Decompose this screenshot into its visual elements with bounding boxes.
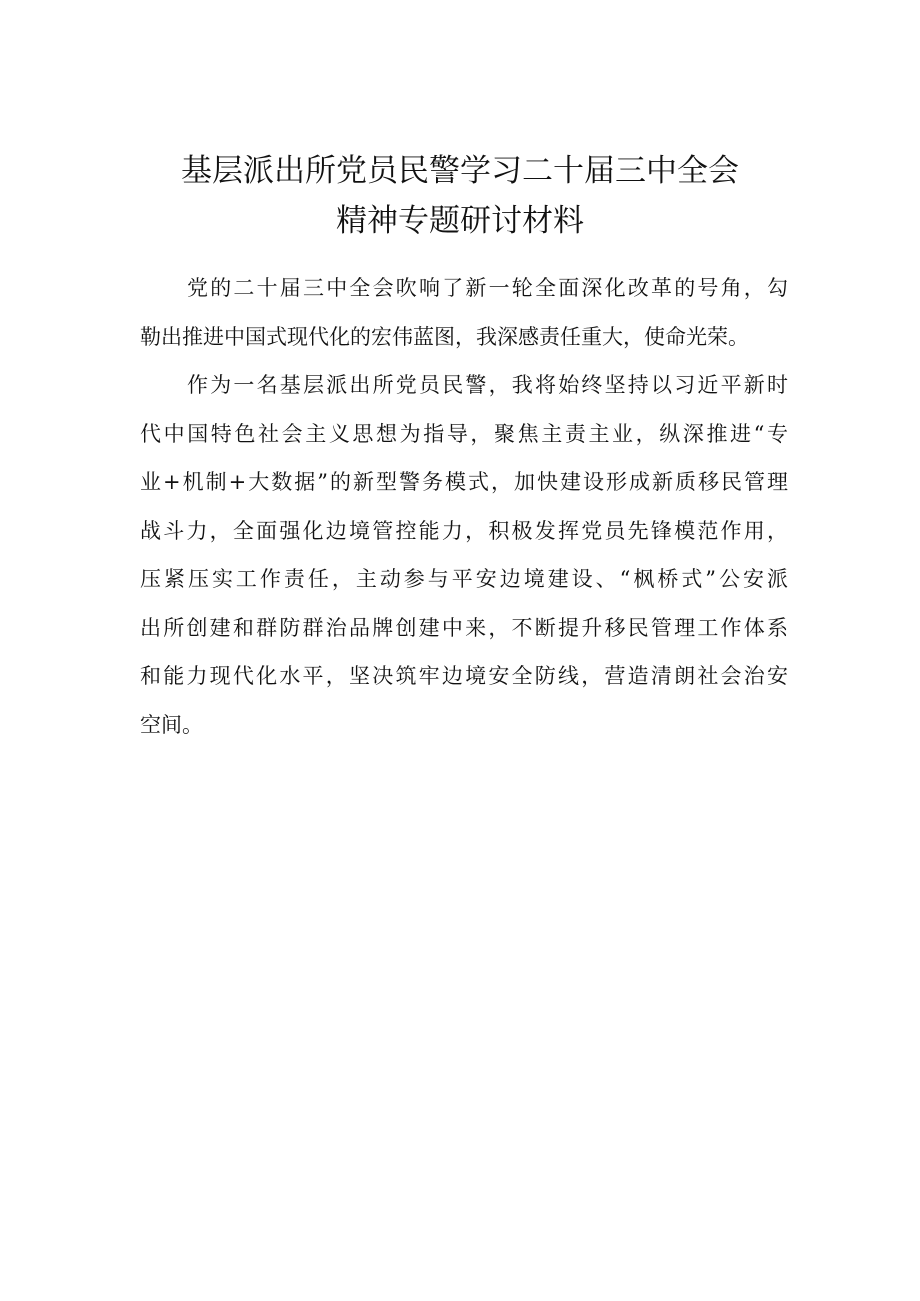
- paragraph-2-line-1: 作为一名基层派出所党员民警，我将始终坚持以习近平新时: [187, 373, 788, 397]
- paragraph-2-line-6: 出所创建和群防群治品牌创建中来，不断提升移民管理工作体系: [140, 615, 788, 640]
- paragraph-1-line-2: 勒出推进中国式现代化的宏伟蓝图，我深感责任重大，使命光荣。: [140, 324, 749, 349]
- paragraph-2-line-7: 和能力现代化水平，坚决筑牢边境安全防线，营造清朗社会治安: [140, 664, 788, 688]
- paragraph-1-line-1: 党的二十届三中全会吹响了新一轮全面深化改革的号角，勾: [187, 276, 788, 300]
- title-line-2: 精神专题研讨材料: [336, 203, 584, 239]
- paragraph-2-line-8: 空间。: [140, 712, 203, 737]
- paragraph-2-line-5: 压紧压实工作责任，主动参与平安边境建设、“枫桥式”公安派: [140, 567, 788, 591]
- document-body: [140, 264, 788, 749]
- paragraph-2-line-2: 代中国特色社会主义思想为指导，聚焦主责主业，纵深推进“专: [140, 421, 788, 446]
- paragraph-2-line-3: 业+机制+大数据”的新型警务模式，加快建设形成新质移民管理: [140, 470, 788, 494]
- title-line-1: 基层派出所党员民警学习二十届三中全会: [181, 153, 739, 189]
- paragraph-2-line-4: 战斗力，全面强化边境管控能力，积极发挥党员先锋模范作用，: [140, 518, 788, 543]
- document-title: [0, 146, 920, 246]
